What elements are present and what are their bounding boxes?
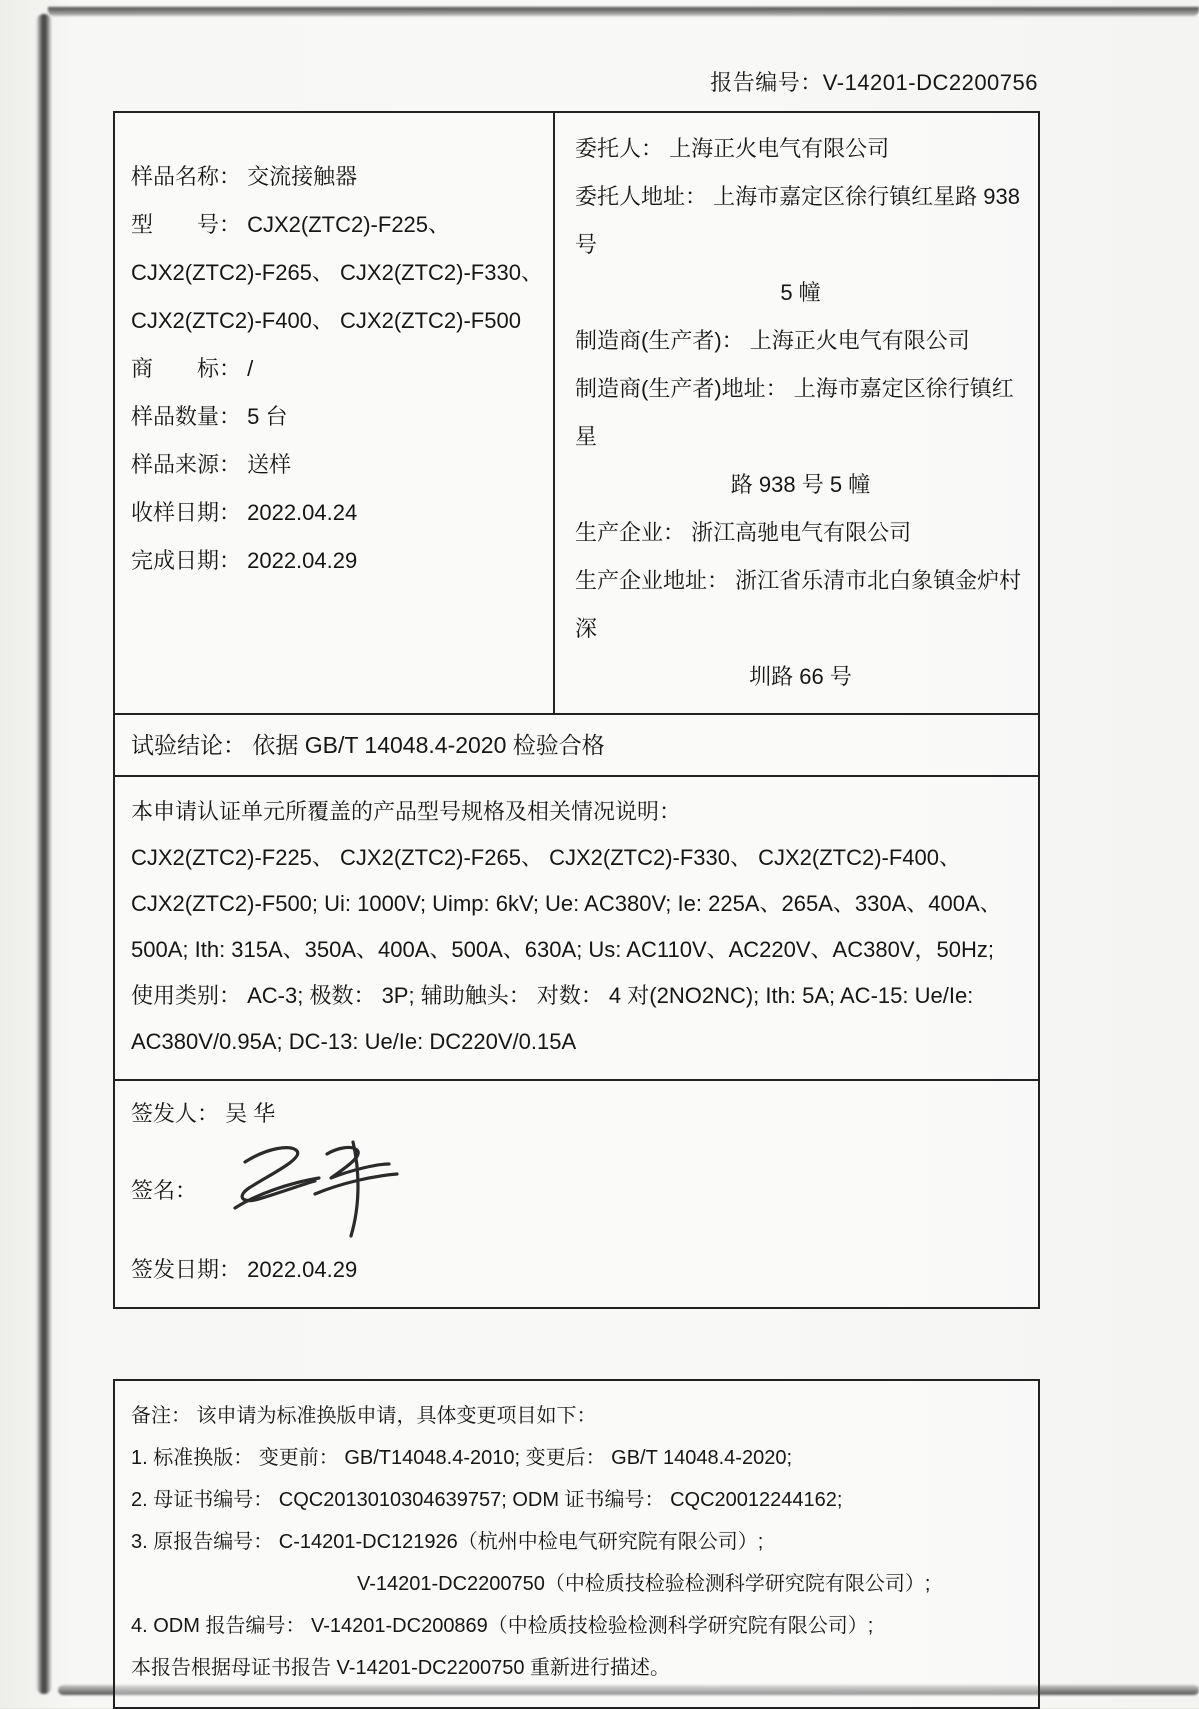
complete-date: 完成日期： 2022.04.29: [131, 548, 358, 573]
coverage-ratings-3: 使用类别： AC-3; 极数： 3P; 辅助触头： 对数： 4 对(2NO2NC); Ith: 5A; AC-15: Ue/Ie:: [131, 983, 974, 1008]
info-section: [115, 113, 1038, 715]
receive-date: 收样日期： 2022.04.24: [131, 500, 358, 525]
coverage-ratings-1: CJX2(ZTC2)-F500; Ui: 1000V; Uimp: 6kV; Ue: AC380V; Ie: 225A、265A、330A、400A、: [131, 891, 1002, 916]
model-line-3: CJX2(ZTC2)-F400、 CJX2(ZTC2)-F500: [131, 308, 521, 333]
sample-name: 样品名称： 交流接触器: [131, 164, 358, 189]
report-number: 报告编号：V-14201-DC2200756: [710, 70, 1038, 95]
sample-quantity: 样品数量： 5 台: [131, 404, 288, 429]
manufacturer-address-line1: 制造商(生产者)地址： 上海市嘉定区徐行镇红星: [575, 376, 1014, 449]
remark-item-3-continued: V-14201-DC2200750（中检质技检验检测科学研究院有限公司）;: [357, 1573, 931, 1595]
coverage-heading: 本申请认证单元所覆盖的产品型号规格及相关情况说明：: [131, 799, 682, 824]
producer-address-line1: 生产企业地址： 浙江省乐清市北白象镇金炉村深: [575, 568, 1022, 641]
report-main-table: [113, 111, 1040, 1309]
remark-item-4: 4. ODM 报告编号： V-14201-DC200869（中检质技检验检测科学研究院有限公司）;: [131, 1615, 874, 1637]
client-address-line1: 委托人地址： 上海市嘉定区徐行镇红星路 938 号: [575, 184, 1020, 257]
report-content: [113, 66, 1040, 1709]
coverage-ratings-4: AC380V/0.95A; DC-13: Ue/Ie: DC220V/0.15A: [131, 1029, 577, 1054]
signature-label: 签名：: [131, 1178, 198, 1203]
coverage-ratings-2: 500A; Ith: 315A、350A、400A、500A、630A; Us: AC110V、AC220V、AC380V，50Hz;: [131, 937, 994, 962]
manufacturer-name: 制造商(生产者)： 上海正火电气有限公司: [575, 328, 970, 353]
issuer-name: 签发人： 吴 华: [131, 1101, 276, 1126]
remarks-heading: 备注： 该申请为标准换版申请，具体变更项目如下：: [131, 1405, 597, 1427]
remark-item-1: 1. 标准换版： 变更前： GB/T14048.4-2010; 变更后： GB/T 14048.4-2020;: [131, 1447, 793, 1469]
client-info-cell: [555, 113, 1038, 713]
signature-section: [115, 1081, 1038, 1307]
coverage-section: [115, 777, 1038, 1081]
trademark: 商 标： /: [131, 356, 254, 381]
client-name: 委托人： 上海正火电气有限公司: [575, 136, 890, 161]
producer-name: 生产企业： 浙江高驰电气有限公司: [575, 520, 912, 545]
client-address-line2: 5 幢: [780, 280, 821, 305]
issue-date: 签发日期： 2022.04.29: [131, 1257, 358, 1282]
test-conclusion: 试验结论： 依据 GB/T 14048.4-2020 检验合格: [115, 715, 1038, 777]
sample-source: 样品来源： 送样: [131, 452, 292, 477]
model-line-2: CJX2(ZTC2)-F265、 CJX2(ZTC2)-F330、: [131, 260, 543, 285]
signature-handwriting: [223, 1128, 413, 1240]
manufacturer-address-line2: 路 938 号 5 幢: [730, 472, 871, 497]
remarks-section: [113, 1379, 1040, 1709]
remark-item-2: 2. 母证书编号： CQC2013010304639757; ODM 证书编号： CQC20012244162;: [131, 1489, 843, 1511]
sample-info-cell: [115, 113, 555, 713]
producer-address-line2: 圳路 66 号: [749, 664, 852, 689]
scan-edge-top: [48, 7, 1199, 16]
remarks-footer: 本报告根据母证书报告 V-14201-DC2200750 重新进行描述。: [131, 1657, 671, 1679]
signature-row: [131, 1137, 1022, 1245]
scan-edge-left: [36, 14, 52, 1694]
remark-item-3: 3. 原报告编号： C-14201-DC121926（杭州中检电气研究院有限公司）;: [131, 1531, 764, 1553]
model-label-line: 型 号： CJX2(ZTC2)-F225、: [131, 212, 451, 237]
coverage-models: CJX2(ZTC2)-F225、 CJX2(ZTC2)-F265、 CJX2(ZTC2)-F330、 CJX2(ZTC2)-F400、: [131, 845, 962, 870]
